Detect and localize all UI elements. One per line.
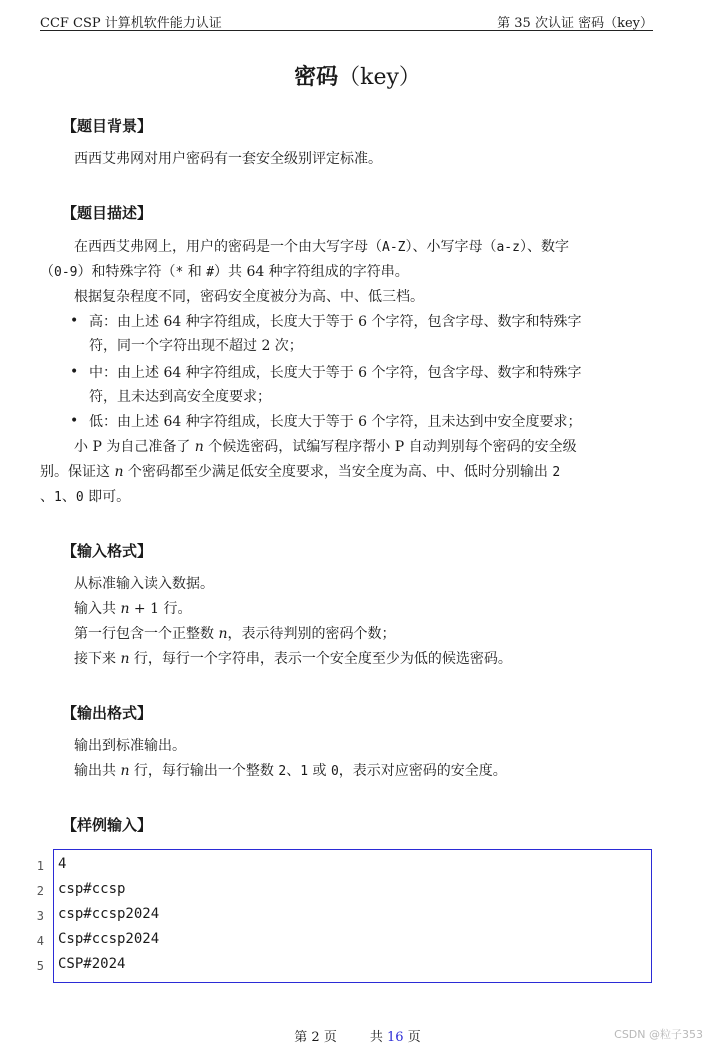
bullet-high: 高：由上述 64 种字符组成，长度大于等于 6 个字符，包含字母、数字和特殊字 符，同一个字符出现不超过 2 次； bbox=[89, 314, 582, 354]
header-left: CCF CSP 计算机软件能力认证 bbox=[40, 16, 222, 31]
bullet-dot: • bbox=[70, 413, 79, 429]
page-title bbox=[0, 60, 715, 91]
sample-input-heading: 【样例输入】 bbox=[62, 816, 153, 834]
description-p1-line2: （0-9）和特殊字符（* 和 #）共 64 种字符组成的字符串。 bbox=[40, 264, 409, 280]
bullet-dot: • bbox=[70, 364, 79, 380]
bullet-medium: 中：由上述 64 种字符组成，长度大于等于 6 个字符，包含字母、数字和特殊字 符，且未达到高安全度要求； bbox=[89, 365, 582, 405]
description-p3-line1: 小 P 为自己准备了 n 个候选密码，试编写程序帮小 P 自动判别每个密码的安全级 bbox=[74, 439, 577, 455]
output-format-l1: 输出到标准输出。 bbox=[74, 738, 186, 754]
input-format-heading: 【输入格式】 bbox=[62, 542, 153, 560]
input-format-l3: 第一行包含一个正整数 n，表示待判别的密码个数； bbox=[74, 626, 396, 642]
output-format-heading: 【输出格式】 bbox=[62, 704, 153, 722]
description-p2: 根据复杂程度不同，密码安全度被分为高、中、低三档。 bbox=[74, 289, 424, 305]
bullet-low: 低：由上述 64 种字符组成，长度大于等于 6 个字符，且未达到中安全度要求； bbox=[89, 414, 582, 430]
input-format-l1: 从标准输入读入数据。 bbox=[74, 576, 214, 592]
background-text: 西西艾弗网对用户密码有一套安全级别评定标准。 bbox=[74, 151, 382, 167]
bullet-dot: • bbox=[70, 313, 79, 329]
code-line: 4 bbox=[58, 856, 67, 872]
input-format-l2: 输入共 n + 1 行。 bbox=[74, 601, 192, 617]
description-p1-line1: 在西西艾弗网上，用户的密码是一个由大写字母（A-Z）、小写字母（a-z）、数字 bbox=[74, 239, 569, 255]
line-number: 5 bbox=[36, 959, 44, 973]
code-line: Csp#ccsp2024 bbox=[58, 931, 160, 947]
code-line: CSP#2024 bbox=[58, 956, 126, 972]
input-format-l4: 接下来 n 行，每行一个字符串，表示一个安全度至少为低的候选密码。 bbox=[74, 651, 512, 667]
line-number: 2 bbox=[36, 884, 44, 898]
watermark: CSDN @粒子353 bbox=[614, 1028, 703, 1041]
description-p3-line3: 、1、0 即可。 bbox=[40, 489, 131, 505]
page-number: 2 bbox=[311, 1030, 320, 1045]
title-main: 密码 bbox=[294, 65, 339, 90]
total-pages-link: 16 bbox=[387, 1030, 404, 1045]
line-number: 3 bbox=[36, 909, 44, 923]
code-line: csp#ccsp bbox=[58, 881, 126, 897]
line-number: 1 bbox=[36, 859, 44, 873]
description-heading: 【题目描述】 bbox=[62, 204, 153, 222]
page-header bbox=[40, 10, 653, 31]
background-heading: 【题目背景】 bbox=[62, 117, 153, 135]
title-key: （key） bbox=[338, 65, 421, 90]
output-format-l2: 输出共 n 行，每行输出一个整数 2、1 或 0，表示对应密码的安全度。 bbox=[74, 763, 507, 779]
header-right: 第 35 次认证 密码（key） bbox=[497, 16, 653, 31]
code-line: csp#ccsp2024 bbox=[58, 906, 160, 922]
page-footer: 第 2 页 共 16 页 bbox=[294, 1030, 421, 1045]
description-p3-line2: 别。保证这 n 个密码都至少满足低安全度要求，当安全度为高、中、低时分别输出 2 bbox=[40, 464, 561, 480]
line-number: 4 bbox=[36, 934, 44, 948]
